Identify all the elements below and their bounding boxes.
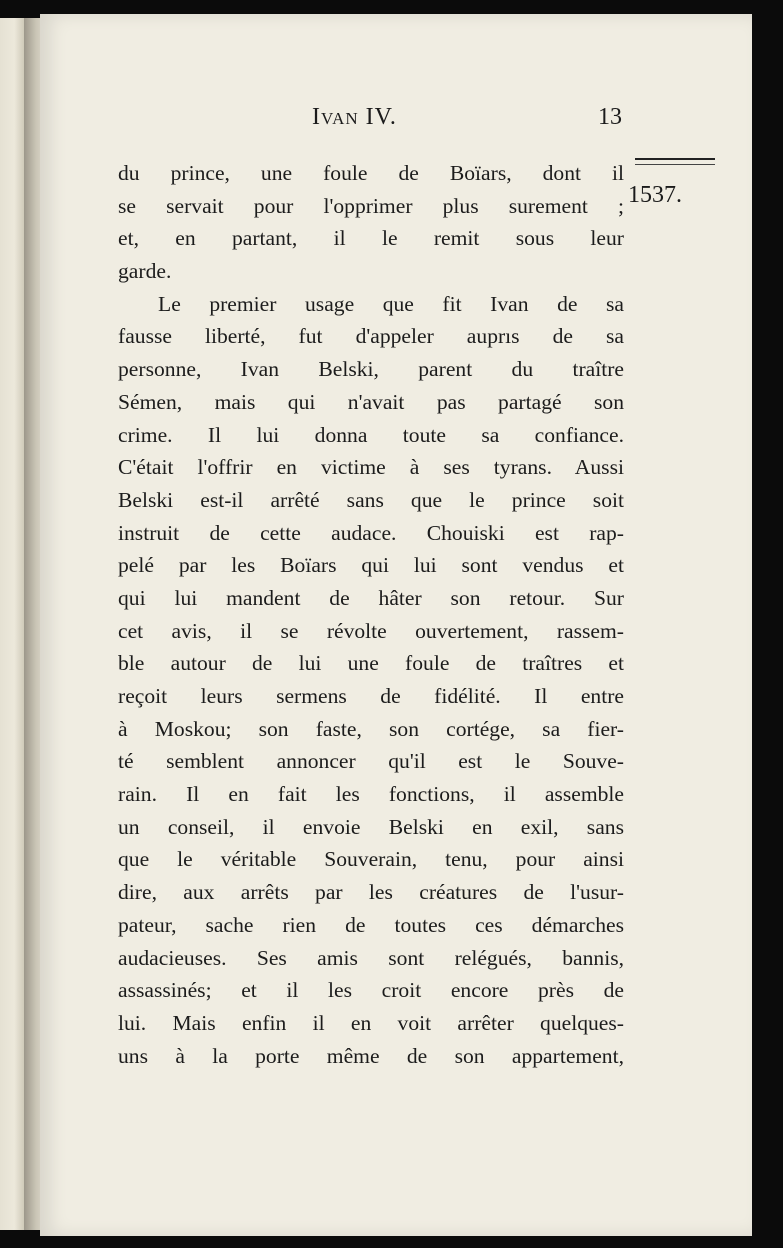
text-line: crime. Il lui donna toute sa confiance. [118, 422, 624, 447]
text-line: Le premier usage que fit Ivan de sa [158, 291, 624, 316]
text-line: audacieuses. Ses amis sont relégués, bannis, [118, 945, 624, 970]
text-line: du prince, une foule de Boïars, dont il [118, 161, 624, 185]
text-line: lui. Mais enfin il en voit arrêter quelques- [118, 1010, 624, 1035]
text-line: pateur, sache rien de toutes ces démarches [118, 912, 624, 937]
margin-rule [635, 158, 715, 165]
page-edge-shadow [752, 20, 783, 1230]
book-page [40, 14, 752, 1236]
text-line: personne, Ivan Belski, parent du traître [118, 357, 624, 382]
page-number: 13 [598, 104, 622, 130]
text-line: que le véritable Souverain, tenu, pour ainsi [118, 847, 624, 872]
text-line: se servait pour l'opprimer plus surement ; [118, 193, 624, 218]
text-line: instruit de cette audace. Chouiski est rap- [118, 520, 624, 545]
text-line: té semblent annoncer qu'il est le Souve- [118, 749, 624, 774]
text-line: un conseil, il envoie Belski en exil, sans [118, 814, 624, 839]
text-line: à Moskou; son faste, son cortége, sa fier- [118, 716, 624, 741]
text-line: et, en partant, il le remit sous leur [118, 226, 624, 251]
body-text [118, 157, 624, 1072]
margin-year: 1537. [628, 182, 682, 208]
text-line: C'était l'offrir en victime à ses tyrans. Aussi [118, 455, 624, 480]
facing-page-edge [0, 18, 24, 1230]
text-line: ble autour de lui une foule de traîtres et [118, 651, 624, 676]
text-line: fausse liberté, fut d'appeler auprıs de sa [118, 324, 624, 349]
running-title: Ivan IV. [312, 104, 397, 130]
text-line: garde. [118, 259, 172, 284]
running-head [40, 104, 752, 144]
text-line: Sémen, mais qui n'avait pas partagé son [118, 389, 624, 414]
text-line: rain. Il en fait les fonctions, il assemble [118, 782, 624, 807]
text-line: pelé par les Boïars qui lui sont vendus et [118, 553, 624, 578]
text-line: reçoit leurs sermens de fidélité. Il entre [118, 684, 624, 708]
text-line: assassinés; et il les croit encore près de [118, 978, 624, 1003]
text-line: qui lui mandent de hâter son retour. Sur [118, 585, 624, 610]
text-line: dire, aux arrêts par les créatures de l'usur- [118, 880, 624, 905]
text-line: cet avis, il se révolte ouvertement, rassem- [118, 618, 624, 643]
text-line: uns à la porte même de son appartement, [118, 1043, 624, 1068]
text-line: Belski est-il arrêté sans que le prince soit [118, 487, 624, 512]
